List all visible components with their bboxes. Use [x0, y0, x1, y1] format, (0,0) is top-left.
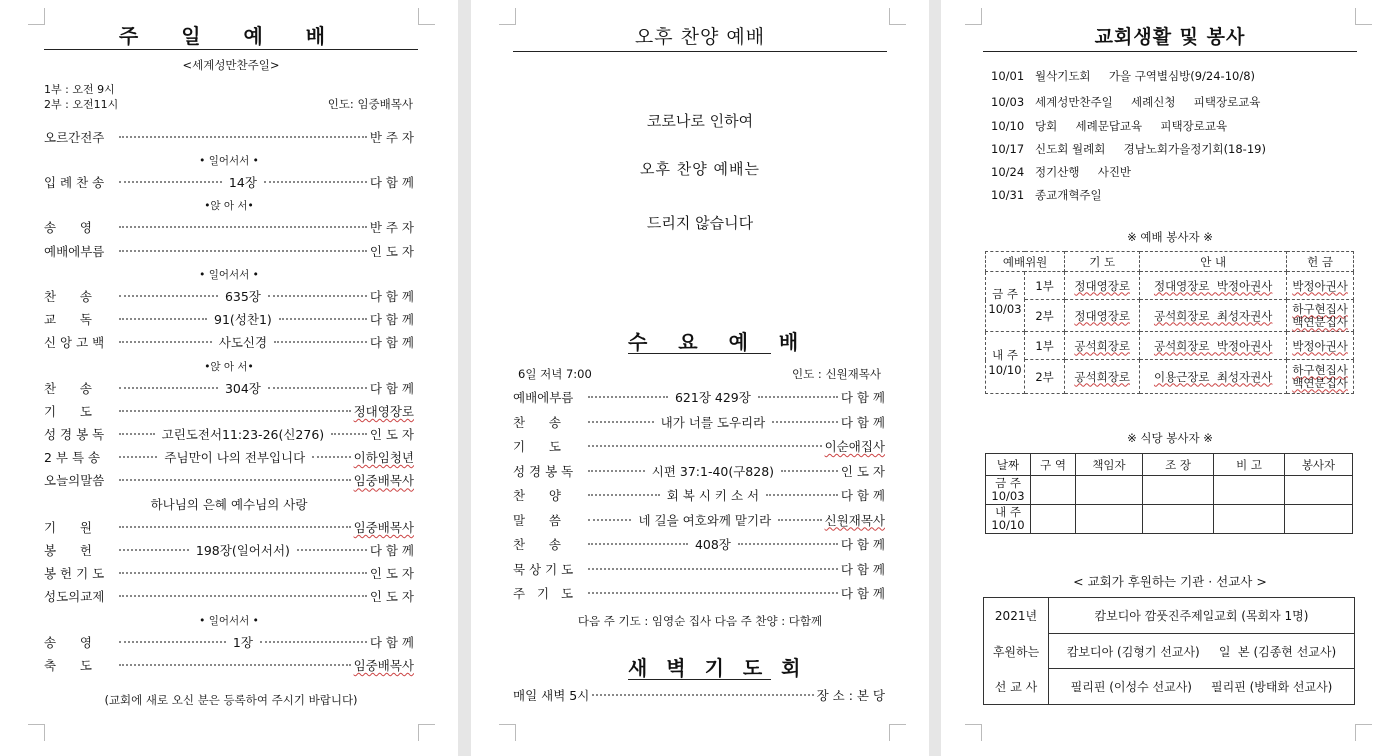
- order-row: [513, 560, 885, 578]
- prayer-cell: 공석희장로: [1065, 360, 1140, 394]
- mission-cell: 캄보디아 깜풋진주제일교회 (목회자 1명): [1049, 598, 1355, 634]
- posture-note: • 일어서서 •: [199, 268, 259, 281]
- order-label: 송 영: [44, 634, 92, 650]
- service-time-2: 2부 : 오전11시: [44, 98, 119, 111]
- page-church-life: [941, 0, 1396, 756]
- order-person: 다 함 께: [840, 586, 885, 601]
- empty-cell: [1076, 476, 1143, 505]
- order-label: 축 도: [44, 657, 92, 673]
- table-row: [986, 300, 1354, 332]
- dawn-place: 장 소 : 본 당: [816, 688, 885, 703]
- order-row: [513, 535, 885, 553]
- leader-dots: [119, 181, 222, 183]
- order-label: 찬 송: [513, 414, 561, 430]
- order-row: [44, 379, 414, 397]
- order-row: [44, 471, 414, 489]
- table-header: 봉사자: [1285, 454, 1353, 476]
- leader-dots: [758, 396, 838, 398]
- prayer-cell: 정대영장로: [1065, 300, 1140, 332]
- table-header: 안 내: [1140, 252, 1287, 272]
- afternoon-title: 오후 찬양 예배: [634, 26, 766, 48]
- footer-note: (교회에 새로 오신 분은 등록하여 주시기 바랍니다): [104, 693, 358, 707]
- order-detail: 14장: [228, 175, 257, 191]
- order-label: 봉 헌: [44, 542, 92, 558]
- week-cell: 금 주 10/03: [986, 272, 1025, 332]
- part-cell: 2부: [1025, 360, 1065, 394]
- table-row: [986, 505, 1353, 534]
- empty-cell: [1285, 476, 1353, 505]
- order-label: 오늘의말씀: [44, 473, 105, 489]
- leader-dots: [588, 519, 631, 521]
- table-header: 헌 금: [1287, 252, 1354, 272]
- empty-cell: [1214, 476, 1285, 505]
- leader-dots: [119, 641, 226, 643]
- order-detail: 1장: [232, 634, 253, 650]
- empty-cell: [1285, 505, 1353, 534]
- leader-dots: [119, 318, 207, 320]
- order-row: [44, 564, 414, 582]
- posture-note: • 일어서서 •: [199, 614, 259, 627]
- wednesday-leader: 인도 : 신원재목사: [792, 367, 881, 381]
- subtitle: <세계성만찬주일>: [182, 58, 280, 72]
- schedule-date: 10/31: [991, 188, 1025, 202]
- leader-dots: [781, 470, 838, 472]
- wednesday-title: 수 요 예 배: [628, 330, 811, 354]
- order-row: [44, 128, 414, 146]
- crop-mark: [499, 724, 516, 741]
- order-row: [513, 486, 885, 504]
- part-cell: 2부: [1025, 300, 1065, 332]
- order-person: 다 함 께: [840, 537, 885, 552]
- notice-line-1: 코로나로 인하여: [646, 112, 754, 130]
- part-cell: 1부: [1025, 272, 1065, 300]
- order-person: 다 함 께: [369, 312, 415, 328]
- church-life-title: 교회생활 및 봉사: [1094, 26, 1246, 48]
- order-label: 2 부 특 송: [44, 450, 101, 466]
- notice-line-3: 드리지 않습니다: [646, 214, 754, 232]
- order-label: 성 경 봉 독: [513, 463, 574, 479]
- dawn-time: 매일 새벽 5시: [513, 688, 590, 703]
- order-person: 인 도 자: [369, 426, 415, 442]
- table-header: 구 역: [1031, 454, 1076, 476]
- order-detail: 내가 너를 도우리라: [660, 414, 766, 430]
- schedule-date: 10/17: [991, 142, 1025, 156]
- mission-label: 선 교 사: [984, 669, 1049, 705]
- crop-mark: [418, 724, 435, 741]
- leader-dots: [588, 543, 688, 545]
- order-detail: 회 복 시 키 소 서: [666, 488, 760, 503]
- offering-cell: 박정아권사: [1287, 272, 1354, 300]
- leader-dots: [119, 433, 155, 435]
- order-label: 예배에부름: [44, 243, 105, 259]
- leader-dots: [119, 387, 218, 389]
- crop-mark: [889, 724, 906, 741]
- order-row: [44, 173, 414, 191]
- leader-dots: [119, 341, 212, 343]
- crop-mark: [965, 724, 982, 741]
- order-person: 다 함 께: [369, 634, 414, 650]
- dawn-prayer-row: [513, 686, 885, 704]
- order-detail: 621장 429장: [674, 390, 751, 405]
- empty-cell: [1031, 505, 1076, 534]
- table-header-row: [986, 454, 1353, 476]
- offering-cell: 박정아권사: [1287, 332, 1354, 360]
- leader-dots: [268, 295, 367, 297]
- order-detail: 고린도전서11:23-26(신276): [161, 426, 325, 442]
- date-cell: 금 주 10/03: [986, 476, 1031, 505]
- order-row: [513, 584, 885, 602]
- leader-dots: [738, 543, 838, 545]
- leader-dots: [119, 250, 367, 252]
- schedule-date: 10/03: [991, 95, 1025, 109]
- order-row: [44, 587, 414, 605]
- order-detail: 네 길을 여호와께 맡기라: [638, 512, 772, 528]
- order-label: 교 독: [44, 312, 92, 328]
- order-detail: 635장: [224, 288, 261, 304]
- order-row: [513, 437, 885, 455]
- order-row: [44, 633, 414, 651]
- leader-dots: [588, 592, 838, 594]
- order-person: 이순애집사: [824, 439, 885, 454]
- leader-dots: [119, 410, 351, 412]
- order-detail: 91(성찬1): [214, 312, 272, 328]
- crop-mark: [28, 8, 45, 25]
- page-title: 주 일 예 배: [118, 24, 344, 48]
- schedule-item: [991, 94, 1260, 110]
- order-person: 임중배목사: [353, 473, 414, 489]
- order-person: 반 주 자: [369, 220, 414, 236]
- table-header: 조 장: [1143, 454, 1214, 476]
- schedule-item: [991, 187, 1102, 203]
- leader-dots: [772, 421, 838, 423]
- order-person: 반 주 자: [369, 130, 414, 145]
- order-detail: 사도신경: [218, 335, 268, 351]
- schedule-item: [991, 141, 1266, 157]
- order-person: 다 함 께: [369, 175, 415, 191]
- order-person: 인 도 자: [369, 243, 414, 259]
- leader-dots: [119, 479, 351, 481]
- order-label: 찬 송: [513, 537, 561, 552]
- order-label: 말 씀: [513, 512, 561, 528]
- order-label: 기 도: [44, 403, 92, 419]
- order-label: 예배에부름: [513, 390, 574, 405]
- order-person: 다 함 께: [840, 561, 885, 577]
- schedule-text: 세계성만찬주일 세례신청 피택장로교육: [1035, 95, 1261, 109]
- table-row: [984, 634, 1355, 669]
- posture-note: •앉 아 서•: [204, 360, 254, 373]
- leader-dots: [274, 341, 367, 343]
- leader-dots: [119, 572, 367, 574]
- leader-dots: [119, 595, 367, 597]
- crop-mark: [28, 724, 45, 741]
- order-person: 다 함 께: [369, 335, 414, 351]
- order-label: 찬 송: [44, 380, 92, 396]
- table-row: [986, 332, 1354, 360]
- order-detail: 시편 37:1-40(구828): [651, 463, 775, 479]
- leader-dots: [588, 421, 654, 423]
- schedule-text: 종교개혁주일: [1035, 188, 1102, 202]
- schedule-date: 10/24: [991, 165, 1025, 179]
- order-row: [513, 511, 885, 529]
- leader: 인도: 임중배목사: [327, 97, 413, 111]
- title-rule: [983, 51, 1357, 52]
- order-row: [513, 388, 885, 406]
- leader-dots: [119, 295, 218, 297]
- leader-dots: [297, 549, 367, 551]
- order-person: 신원재목사: [824, 512, 885, 528]
- table-header-row: [986, 252, 1354, 272]
- order-row: [44, 518, 414, 536]
- schedule-date: 10/01: [991, 69, 1025, 83]
- leader-dots: [766, 494, 838, 496]
- order-label: 오르간전주: [44, 130, 105, 145]
- mission-cell: 필리핀 (이성수 선교사) 필리핀 (방태화 선교사): [1049, 669, 1355, 705]
- crop-mark: [889, 8, 906, 25]
- table-row: [984, 669, 1355, 705]
- leader-dots: [119, 226, 367, 228]
- leader-dots: [119, 136, 367, 138]
- prayer-cell: 정대영장로: [1065, 272, 1140, 300]
- dawn-rule: [628, 679, 771, 680]
- order-person: 인 도 자: [840, 463, 885, 479]
- leader-dots: [119, 456, 157, 458]
- leader-dots: [119, 549, 189, 551]
- order-label: 찬 송: [44, 288, 92, 304]
- leader-dots: [268, 387, 367, 389]
- empty-cell: [1214, 505, 1285, 534]
- order-label: 입 례 찬 송: [44, 175, 105, 191]
- title-rule: [44, 49, 418, 50]
- table-header: 기 도: [1065, 252, 1140, 272]
- order-row: [513, 462, 885, 480]
- schedule-text: 정기산행 사진반: [1035, 165, 1132, 179]
- kitchen-volunteers-title: ※ 식당 봉사자 ※: [1127, 431, 1213, 445]
- leader-dots: [264, 181, 367, 183]
- order-row: [44, 218, 414, 236]
- order-label: 성 경 봉 독: [44, 426, 105, 442]
- table-row: [986, 360, 1354, 394]
- order-person: 인 도 자: [369, 566, 414, 582]
- schedule-text: 월삭기도회 가을 구역별심방(9/24-10/8): [1035, 69, 1256, 83]
- order-detail: 198장(일어서서): [195, 542, 290, 558]
- table-header: 예배위원: [986, 252, 1065, 272]
- leader-dots: [588, 445, 822, 447]
- mission-title: < 교회가 후원하는 기관 · 선교사 >: [1073, 574, 1267, 589]
- order-person: 다 함 께: [840, 390, 885, 405]
- table-header: 날짜: [986, 454, 1031, 476]
- posture-note: •앉 아 서•: [204, 200, 254, 213]
- mission-cell: 캄보디아 (김형기 선교사) 일 본 (김종현 선교사): [1049, 634, 1355, 669]
- worship-volunteers-title: ※ 예배 봉사자 ※: [1127, 230, 1213, 244]
- order-label: 송 영: [44, 220, 92, 236]
- crop-mark: [965, 8, 982, 25]
- guide-cell: 이용근장로 최성자권사: [1140, 360, 1287, 394]
- order-person: 인 도 자: [369, 589, 414, 605]
- crop-mark: [1355, 8, 1372, 25]
- leader-dots: [588, 568, 838, 570]
- posture-note: • 일어서서 •: [199, 155, 259, 168]
- order-row: [44, 541, 414, 559]
- mission-label: 후원하는: [984, 634, 1049, 669]
- schedule-text: 당회 세례문답교육 피택장로교육: [1035, 119, 1228, 133]
- leader-dots: [592, 694, 813, 696]
- wednesday-rule: [628, 353, 771, 354]
- guide-cell: 공석희장로 박정아권사: [1140, 332, 1287, 360]
- table-header: 책임자: [1076, 454, 1143, 476]
- wednesday-time: 6일 저녁 7:00: [518, 367, 592, 381]
- schedule-text: 신도회 월례회 경남노회가을정기회(18-19): [1035, 142, 1266, 156]
- part-cell: 1부: [1025, 332, 1065, 360]
- schedule-item: [991, 164, 1131, 180]
- empty-cell: [1143, 505, 1214, 534]
- order-person: 다 함 께: [840, 414, 885, 430]
- order-person: 다 함 께: [840, 488, 886, 503]
- prayer-cell: 공석희장로: [1065, 332, 1140, 360]
- order-person: 정대영장로: [353, 403, 414, 419]
- schedule-item: [991, 68, 1255, 84]
- leader-dots: [312, 456, 350, 458]
- empty-cell: [1143, 476, 1214, 505]
- offering-cell: 하구현집사 백연분집사: [1287, 360, 1354, 394]
- order-person: 임중배목사: [353, 519, 414, 535]
- empty-cell: [1076, 505, 1143, 534]
- notice-line-2: 오후 찬양 예배는: [640, 160, 760, 178]
- order-row: [44, 242, 414, 260]
- offering-cell: 하구현집사 백연분집사: [1287, 300, 1354, 332]
- schedule-item: [991, 118, 1227, 134]
- order-person: 임중배목사: [353, 657, 414, 673]
- order-row: [44, 310, 414, 328]
- order-label: 봉 헌 기 도: [44, 566, 105, 582]
- order-person: 이하임청년: [353, 450, 415, 466]
- next-week-note: 다음 주 기도 : 임영순 집사 다음 주 찬양 : 다함께: [577, 614, 823, 628]
- table-header: 비 고: [1214, 454, 1285, 476]
- order-person: 다 함 께: [369, 380, 414, 396]
- worship-volunteers-table: [985, 251, 1354, 394]
- order-label: 성도의교제: [44, 589, 105, 605]
- order-row: [44, 402, 414, 420]
- order-label: 주 기 도: [513, 586, 574, 601]
- leader-dots: [588, 470, 645, 472]
- leader-dots: [588, 396, 668, 398]
- crop-mark: [1355, 724, 1372, 741]
- order-person: 다 함 께: [369, 542, 414, 558]
- leader-dots: [279, 318, 367, 320]
- order-label: 찬 양: [513, 488, 561, 503]
- guide-cell: 공석희장로 최성자권사: [1140, 300, 1287, 332]
- order-row: [44, 333, 414, 351]
- leader-dots: [260, 641, 367, 643]
- week-cell: 내 주 10/10: [986, 332, 1025, 394]
- order-person: 다 함 께: [369, 288, 414, 304]
- order-label: 신 앙 고 백: [44, 335, 105, 351]
- table-row: [986, 476, 1353, 505]
- table-row: [984, 598, 1355, 634]
- date-cell: 내 주 10/10: [986, 505, 1031, 534]
- order-label: 기 도: [513, 439, 561, 454]
- mission-table: [983, 597, 1355, 705]
- leader-dots: [119, 664, 351, 666]
- dawn-prayer-title: 새 벽 기 도 회: [628, 656, 807, 680]
- order-label: 묵 상 기 도: [513, 561, 574, 577]
- mission-label: 2021년: [984, 598, 1049, 634]
- guide-cell: 정대영장로 박정아권사: [1140, 272, 1287, 300]
- order-label: 기 원: [44, 519, 92, 535]
- empty-cell: [1031, 476, 1076, 505]
- schedule-date: 10/10: [991, 119, 1025, 133]
- order-row: [44, 425, 414, 443]
- order-row: [44, 287, 414, 305]
- order-detail: 408장: [694, 537, 731, 552]
- order-row: [44, 656, 414, 674]
- page-sunday-worship: [0, 0, 458, 756]
- leader-dots: [778, 519, 821, 521]
- leader-dots: [331, 433, 367, 435]
- order-row: [44, 448, 414, 466]
- service-time-1: 1부 : 오전 9시: [44, 83, 115, 96]
- order-detail: 304장: [224, 380, 261, 396]
- leader-dots: [588, 494, 660, 496]
- title-rule: [513, 51, 887, 52]
- table-row: [986, 272, 1354, 300]
- sermon-title: 하나님의 은혜 예수님의 사랑: [150, 496, 308, 512]
- kitchen-volunteers-table: [985, 453, 1353, 534]
- order-detail: 주님만이 나의 전부입니다: [164, 450, 306, 466]
- page-afternoon-worship: [471, 0, 929, 756]
- order-row: [513, 413, 885, 431]
- leader-dots: [119, 526, 351, 528]
- crop-mark: [418, 8, 435, 25]
